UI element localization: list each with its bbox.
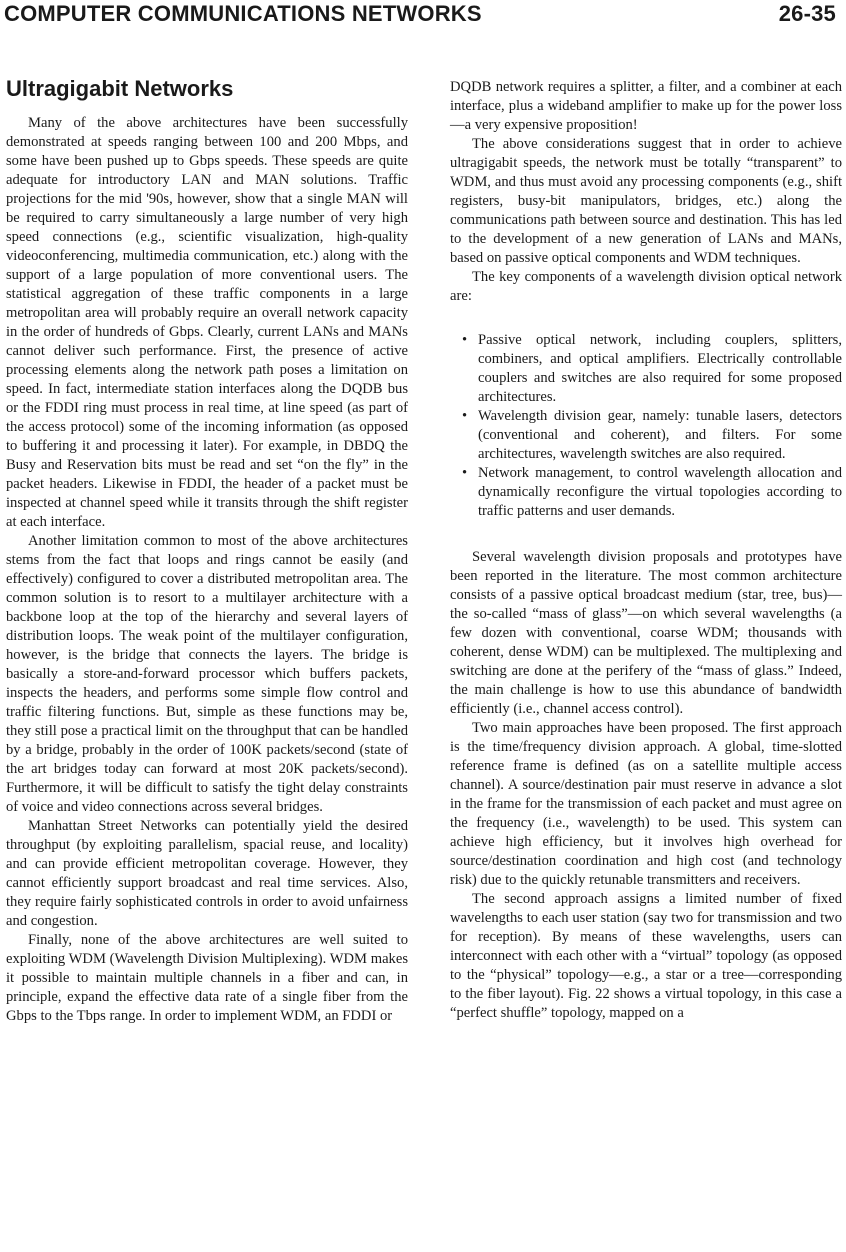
key-components-list xyxy=(450,331,842,521)
body-paragraph: The key components of a wavelength division optical network are: xyxy=(450,269,842,304)
list-item xyxy=(462,464,842,521)
bullet-icon: • xyxy=(462,408,468,424)
list-item xyxy=(462,331,842,407)
list-item-text: Network management, to control wavelength allocation and dynamically reconfigure the virtual topologies according to traffic patterns and user demands. xyxy=(478,465,842,519)
bullet-icon: • xyxy=(462,465,468,481)
left-column xyxy=(6,76,408,1026)
continued-paragraph: DQDB network requires a splitter, a filter, and a combiner at each interface, plus a wideband amplifier to make up for the power loss—a very expensive proposition! xyxy=(450,79,842,133)
list-item-text: Wavelength division gear, namely: tunable lasers, detectors (conventional and coherent), and filters. For some architectures, wavelength switches are also required. xyxy=(478,408,842,462)
section-heading: Ultragigabit Networks xyxy=(6,76,234,101)
body-paragraph: Manhattan Street Networks can potentially yield the desired throughput (by exploiting parallelism, spacial reuse, and locality) and can provide efficient metropolitan coverage. However, they cannot efficiently support broadcast and real time services. Also, they require fairly sophisticated controls in order to avoid unfairness and congestion. xyxy=(6,818,408,929)
body-paragraph: The second approach assigns a limited number of fixed wavelengths to each user station (say two for transmission and two for reception). By means of these wavelengths, users can interconnect with each other with a “virtual” topology (as opposed to the “physical” topology—e.g., a star or a tree—corresponding to the fiber layout). Fig. 22 shows a virtual topology, in this case a “perfect shuffle” topology, mapped on a xyxy=(450,891,842,1021)
list-item-text: Passive optical network, including couplers, splitters, combiners, and optical amplifiers. Electrically controllable couplers and switches are also required for some proposed architectures. xyxy=(478,332,842,405)
running-header-title: COMPUTER COMMUNICATIONS NETWORKS xyxy=(4,1,482,26)
body-paragraph: Another limitation common to most of the above architectures stems from the fact that loops and rings cannot be easily (and effectively) configured to cover a distributed metropolitan area. The common solution is to resort to a multilayer architecture with a backbone loop at the top of the hierarchy and several layers of distribution loops. The weak point of the multilayer configuration, however, is the bridge that connects the layers. The bridge is basically a store-and-forward processor which buffers packets, inspects the headers, and performs some simple flow control and traffic filtering functions. But, simple as these functions may be, they still pose a practical limit on the throughput that can be handled by a bridge, probably in the order of 100K packets/second (state of the art bridges today can forward at most 20K packets/second). Furthermore, it will be difficult to satisfy the tight delay constraints of voice and video connections across several bridges. xyxy=(6,533,408,815)
running-header xyxy=(0,0,846,30)
body-paragraph: The above considerations suggest that in order to achieve ultragigabit speeds, the network must be totally “transparent” to WDM, and thus must avoid any processing components (e.g., shift registers, busy-bit manipulators, bridges, etc.) along the communications path between source and destination. This has led to the development of a new generation of LANs and MANs, based on passive optical components and WDM techniques. xyxy=(450,136,842,266)
list-item xyxy=(462,407,842,464)
page-number: 26-35 xyxy=(778,1,836,26)
bullet-icon: • xyxy=(462,332,468,348)
body-paragraph: Two main approaches have been proposed. The first approach is the time/frequency division approach. A global, time-slotted reference frame is defined (as on a satellite multiple access channel). A source/destination pair must reserve in advance a slot in the frame for the transmission of each packet and must agree on the frequency (i.e., wavelength) to be used. This system can achieve high efficiency, but it involves high overhead for source/destination coordination and high cost (and technology risk) due to the quickly retunable transmitters and receivers. xyxy=(450,720,842,888)
body-paragraph: Finally, none of the above architectures are well suited to exploiting WDM (Wavelength Division Multiplexing). WDM makes it possible to maintain multiple channels in a fiber and can, in principle, expand the effective data rate of a single fiber from the Gbps to the Tbps range. In order to implement WDM, an FDDI or xyxy=(6,932,408,1024)
body-paragraph: Several wavelength division proposals and prototypes have been reported in the literature. The most common architecture consists of a passive optical broadcast medium (star, tree, bus)—the so-called “mass of glass”—on which several wavelengths (a few dozen with conventional, coarse WDM; thousands with coherent, dense WDM) can be multiplexed. The multiplexing and switching are done at the perifery of the “mass of glass.” Indeed, the main challenge is how to use this abundance of bandwidth efficiently (i.e., channel access control). xyxy=(450,549,842,717)
right-column xyxy=(450,78,842,1023)
body-paragraph: Many of the above architectures have been successfully demonstrated at speeds ranging between 100 and 200 Mbps, and some have been pushed up to Gbps speeds. These speeds are quite adequate for introductory LAN and MAN solutions. Traffic projections for the mid '90s, however, show that a single MAN will be required to carry simultaneously a large number of very high speed connections (e.g., scientific visualization, high-quality videoconferencing, multimedia communication, etc.) along with the support of a large population of more conventional users. The statistical aggregation of these traffic components in a large metropolitan area will probably require an overall network capacity in the order of hundreds of Gbps. Clearly, current LANs and MANs cannot deliver such performance. First, the presence of active processing elements along the network path poses a limitation on speed. In fact, intermediate station interfaces along the DQDB bus or the FDDI ring must process in real time, at line speed (as part of the access protocol) some of the incoming information (as opposed to buffering it and processing it later). For example, in DBDQ the Busy and Reservation bits must be read and set “on the fly” in the packet headers. Likewise in FDDI, the header of a packet must be inspected at channel speed while it transits through the shift register at each interface. xyxy=(6,115,408,530)
